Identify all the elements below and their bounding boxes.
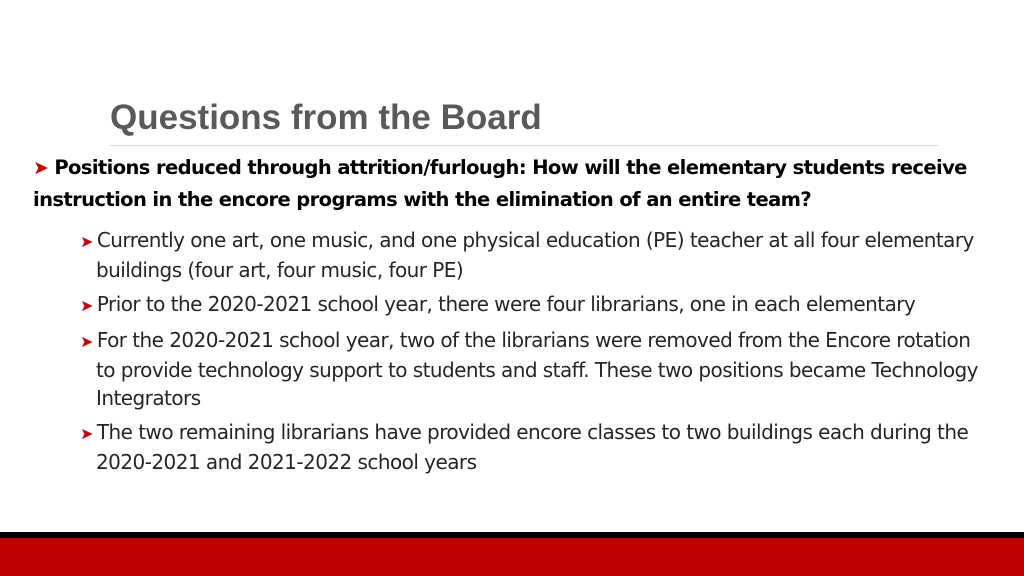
footer-red-bar [0, 538, 1024, 576]
arrowhead-icon: ➤ [80, 232, 93, 251]
sub-bullet-text: Currently one art, one music, and one physical education (PE) teacher at all four elementary buildings (four art, four music, four PE) [96, 228, 974, 282]
sub-bullet-text: The two remaining librarians have provided encore classes to two buildings each during the 2020-2021 and 2021-2022 school years [96, 420, 969, 474]
arrowhead-icon: ➤ [80, 424, 93, 443]
sub-bullet-text: For the 2020-2021 school year, two of the librarians were removed from the Encore rotation to provide technology support to students and staff. These two positions became Technology Integrators [96, 328, 978, 410]
arrowhead-icon: ➤ [80, 296, 93, 315]
list-item [80, 326, 980, 412]
list-item [80, 226, 980, 284]
slide-title: Questions from the Board [110, 98, 542, 137]
arrowhead-icon: ➤ [33, 157, 49, 179]
main-bullet-text: Positions reduced through attrition/furlough: How will the elementary students receive instruction in the encore programs with the elimination of an entire team? [33, 156, 967, 211]
title-divider [110, 145, 938, 146]
sub-bullet-text: Prior to the 2020-2021 school year, there were four librarians, one in each elementary [96, 292, 916, 316]
sub-bullet-list [80, 226, 980, 482]
list-item [80, 418, 980, 476]
arrowhead-icon: ➤ [80, 332, 93, 351]
main-bullet [33, 152, 1008, 215]
list-item [80, 290, 980, 320]
